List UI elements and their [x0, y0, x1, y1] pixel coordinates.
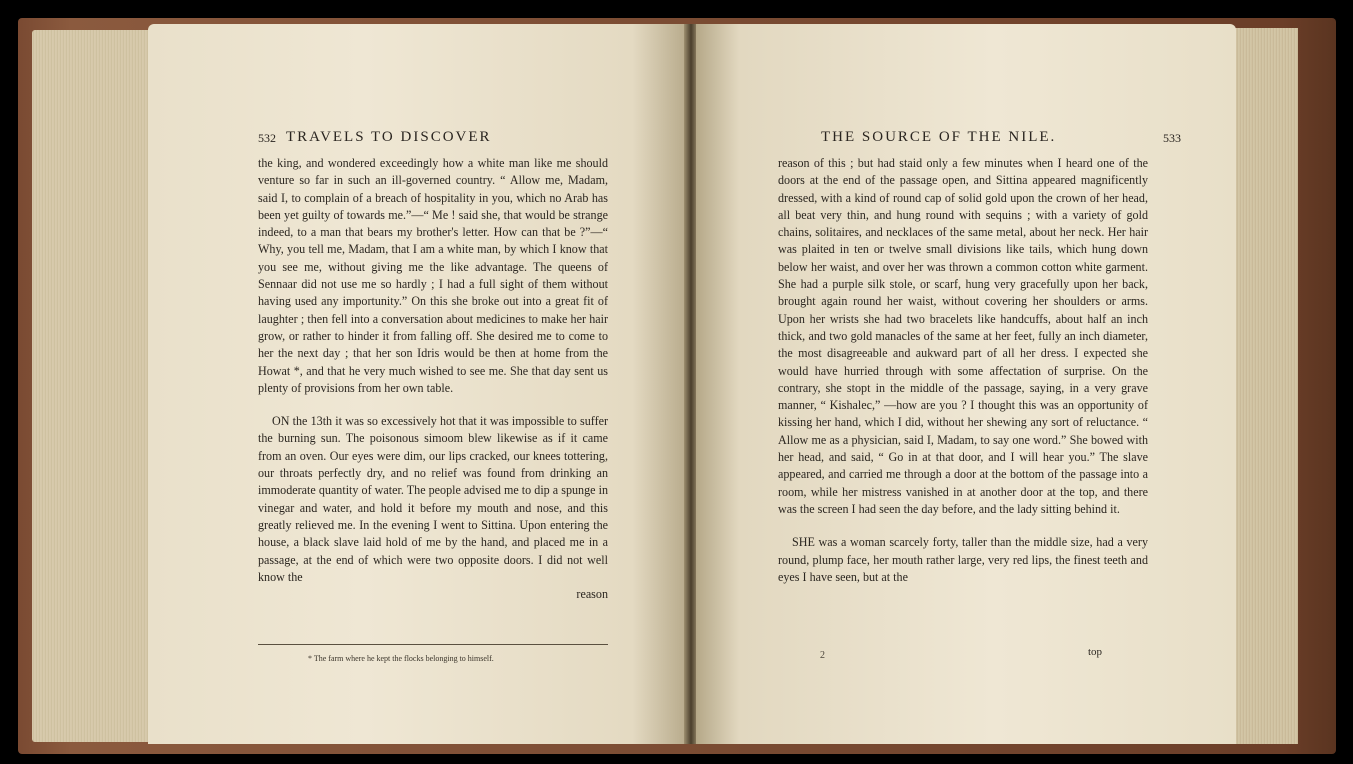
right-catchword: top	[1088, 646, 1103, 658]
left-running-head	[258, 129, 618, 149]
footnote: * The farm where he kept the flocks belonging to himself.	[308, 654, 494, 663]
left-paragraph-2: ON the 13th it was so excessively hot that it was impossible to suffer the burning sun. The poisonous simoom blew likewise as if it came from an oven. Our eyes were dim, our lips cracked, our knees tottering, our throats perfectly dry, and no relief was found from drinking an immoderate quantity of water. The people advised me to dip a spunge in vinegar and water, and hold it before my mouth and nose, and this greatly relieved me. In the evening I went to Sittina. Upon entering the house, a black slave laid hold of me by the hand, and placed me in a passage, at the end of which were two opposite doors. I did not well know the	[258, 414, 608, 584]
right-page-number: 533	[1163, 131, 1181, 145]
footnote-rule	[258, 644, 608, 645]
left-running-title: TRAVELS TO DISCOVER	[286, 129, 492, 145]
left-page-number: 532	[258, 131, 276, 145]
right-page-text	[778, 155, 1148, 586]
right-paragraph-2: SHE was a woman scarcely forty, taller than the middle size, had a very round, plump face, her mouth rather large, very red lips, the finest teeth and eyes I have seen, but at the	[778, 535, 1148, 584]
right-running-head	[821, 129, 1181, 149]
right-running-title: THE SOURCE OF THE NILE.	[821, 129, 1057, 145]
signature-mark: 2	[820, 650, 825, 661]
left-paragraph-1: the king, and wondered exceedingly how a white man like me should venture so far in such an ill-governed country. “ Allow me, Madam, said I, to complain of a breach of hospitality in you, which no Arab has been yet guilty of towards me.”—“ Me ! said she, that would be strange indeed, to a man that bears my brother's letter. How can that be ?”—“ Why, you tell me, Madam, that I am a white man, by which I know that you see me, without giving me the like advantage. The queens of Sennaar did not use me so hardly ; I had a full sight of them without having used any importunity.” On this she broke out into a great fit of laughter ; then fell into a conversation about medicines to make her hair grow, or rather to hinder it from falling off. She desired me to come to her the next day ; that her son Idris would be then at home from the Howat *, and that he very much wished to see me. She that day sent us plenty of provisions from her own table.	[258, 156, 608, 395]
right-page	[696, 24, 1236, 744]
page-edges-left	[32, 30, 152, 742]
right-paragraph-1: reason of this ; but had staid only a few minutes when I heard one of the doors at the end of the passage open, and Sittina appeared magnificently dressed, with a kind of round cap of solid gold upon the crown of her head, all beat very thin, and hung round with sequins ; with a variety of gold chains, solitaires, and necklaces of the same metal, about her neck. Her hair was plaited in ten or twelve small divisions like tails, which hung down below her waist, and over her was thrown a common cotton white garment. She had a purple silk stole, or scarf, hung very gracefully upon her back, brought again round her waist, without covering her shoulders or arms. Upon her wrists she had two bracelets like handcuffs, about half an inch thick, and two gold manacles of the same at her feet, fully an inch diameter, the most disagreeable and aukward part of all her dress. I expected she would have hurried through with some affectation of surprise. On the contrary, she stopt in the middle of the passage, saying, in a very grave manner, “ Kishalec,” —how are you ? I thought this was an opportunity of kissing her hand, which I did, without her shewing any sort of reluctance. “ Allow me as a physician, said I, Madam, to say one word.” She bowed with her head, and said, “ Go in at that door, and I will hear you.” The slave appeared, and carried me through a door at the bottom of the passage into a room, while her mistress vanished in at another door at the top, and there was the screen I had seen the day before, and the lady sitting behind it.	[778, 156, 1148, 516]
left-page	[148, 24, 686, 744]
left-page-text	[258, 155, 608, 603]
left-catchword: reason	[576, 587, 608, 602]
page-edges-right	[1230, 28, 1298, 744]
